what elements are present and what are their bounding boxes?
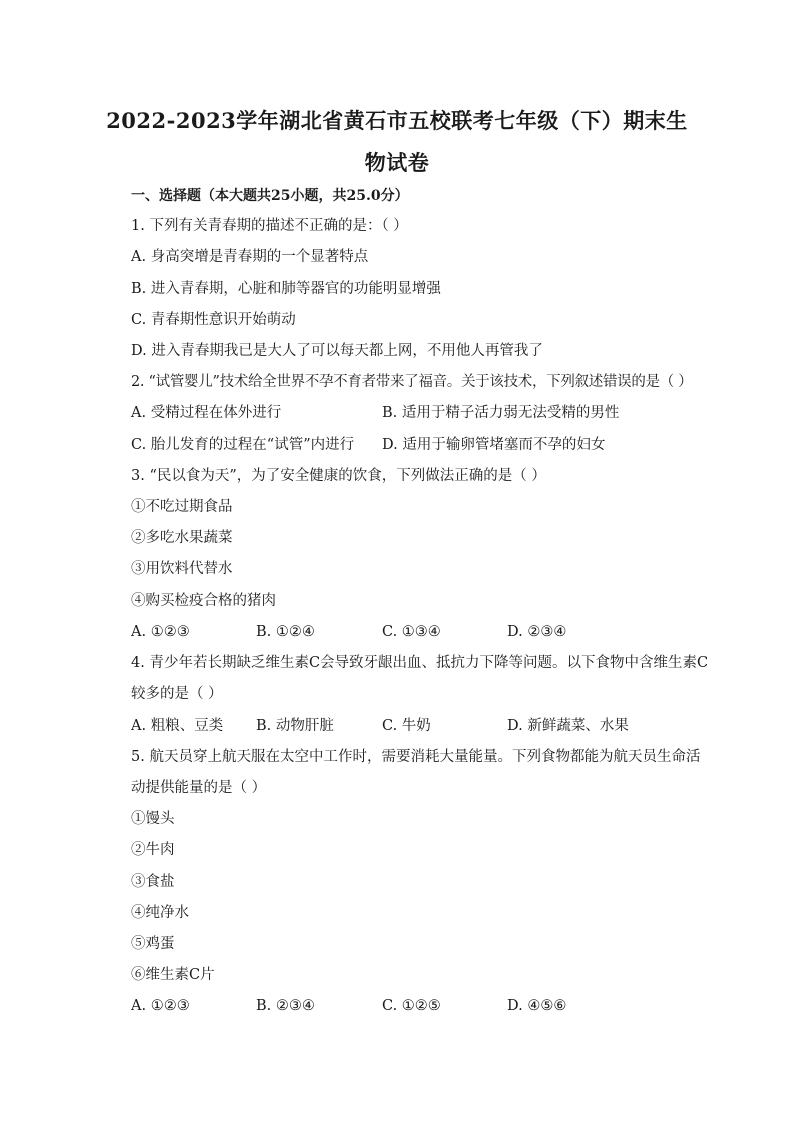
- question-2-option-d: D. 适用于输卵管堵塞而不孕的妇女: [382, 437, 606, 453]
- question-3-item: ①不吃过期食品: [131, 499, 233, 515]
- page-title: 2022-2023学年湖北省黄石市五校联考七年级（下）期末生物试卷: [106, 108, 688, 175]
- question-4-option-b: B. 动物肝脏: [256, 718, 334, 734]
- question-5-stem-line-1: 5. 航天员穿上航天服在太空中工作时，需要消耗大量能量。下列食物都能为航天员生命活: [131, 749, 701, 765]
- question-3-item: ③用饮料代替水: [131, 561, 233, 577]
- question-5-item: ③食盐: [131, 874, 175, 890]
- question-4-stem-line-1: 4. 青少年若长期缺乏维生素C会导致牙龈出血、抵抗力下降等问题。以下食物中含维生素C: [131, 655, 709, 671]
- question-2-option-c: C. 胎儿发育的过程在“试管”内进行: [131, 437, 355, 453]
- question-5-stem-line-2: 动提供能量的是（ ）: [131, 780, 267, 796]
- question-3-option-c: C. ①③④: [382, 624, 441, 640]
- question-3-item: ②多吃水果蔬菜: [131, 530, 233, 546]
- question-5-option-b: B. ②③④: [256, 998, 315, 1014]
- question-3-option-d: D. ②③④: [507, 624, 567, 640]
- question-5-item: ⑤鸡蛋: [131, 936, 175, 952]
- question-2-option-b: B. 适用于精子活力弱无法受精的男性: [382, 405, 620, 421]
- question-5-option-d: D. ④⑤⑥: [507, 998, 567, 1014]
- question-1-option-a: A. 身高突增是青春期的一个显著特点: [131, 249, 369, 265]
- question-3-stem: 3. “民以食为天”，为了安全健康的饮食，下列做法正确的是（ ）: [131, 468, 546, 484]
- question-2-stem: 2. “试管婴儿”技术给全世界不孕不育者带来了福音。关于该技术，下列叙述错误的是（ ）: [131, 374, 693, 390]
- question-3-item: ④购买检疫合格的猪肉: [131, 593, 276, 609]
- question-5-item: ④纯净水: [131, 905, 189, 921]
- question-5-item: ②牛肉: [131, 842, 175, 858]
- question-4-stem-line-2: 较多的是（ ）: [131, 686, 223, 702]
- question-5-item: ①馒头: [131, 811, 175, 827]
- question-5-item: ⑥维生素C片: [131, 967, 215, 983]
- question-5-option-c: C. ①②⑤: [382, 998, 441, 1014]
- question-2-option-a: A. 受精过程在体外进行: [131, 405, 282, 421]
- question-1-option-c: C. 青春期性意识开始萌动: [131, 312, 296, 328]
- question-3-option-a: A. ①②③: [131, 624, 190, 640]
- question-4-option-a: A. 粗粮、豆类: [131, 718, 224, 734]
- question-4-option-d: D. 新鲜蔬菜、水果: [507, 718, 629, 734]
- question-1-option-b: B. 进入青春期，心脏和肺等器官的功能明显增强: [131, 281, 441, 297]
- question-1-stem: 1. 下列有关青春期的描述不正确的是：（ ）: [131, 218, 408, 234]
- section-heading: 一、选择题（本大题共25小题，共25.0分）: [131, 188, 409, 204]
- question-5-option-a: A. ①②③: [131, 998, 190, 1014]
- question-4-option-c: C. 牛奶: [382, 718, 431, 734]
- question-3-option-b: B. ①②④: [256, 624, 315, 640]
- question-1-option-d: D. 进入青春期我已是大人了可以每天都上网，不用他人再管我了: [131, 343, 543, 359]
